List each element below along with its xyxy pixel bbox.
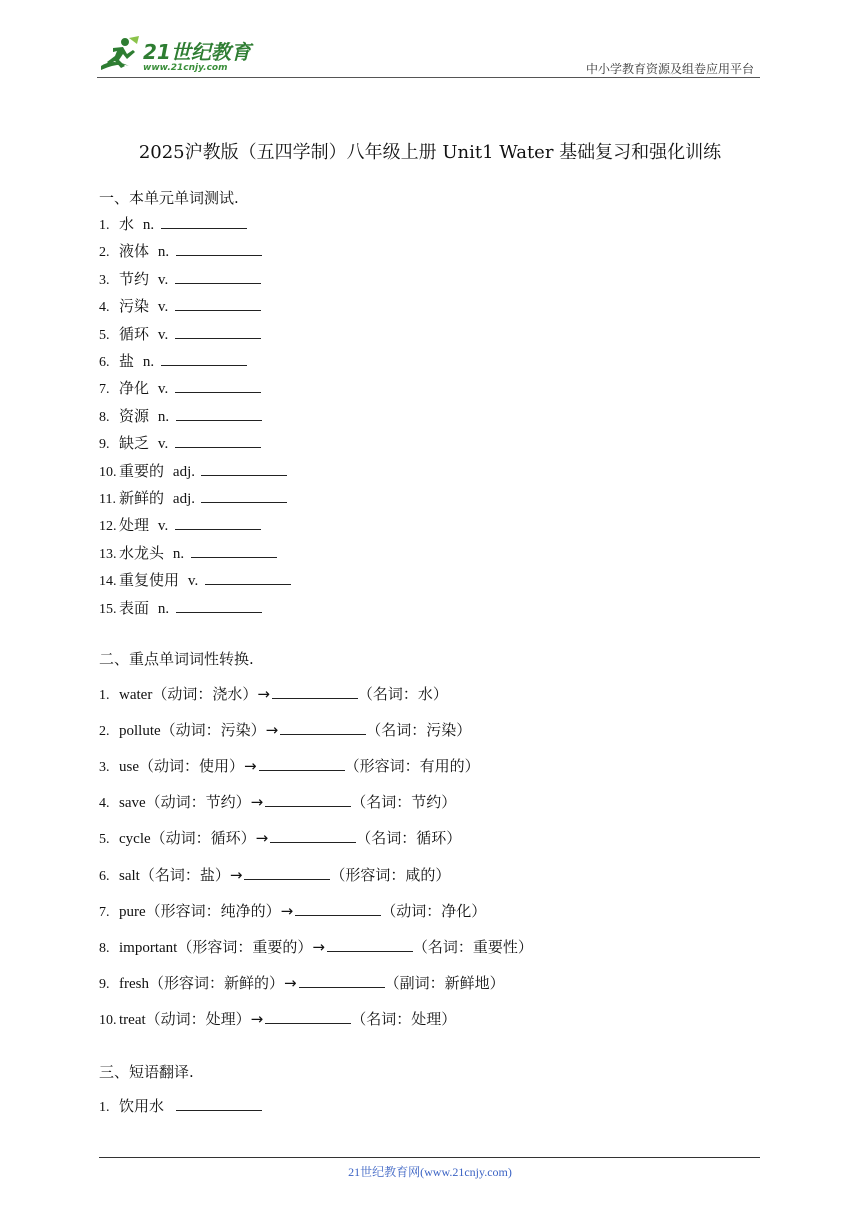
item-hint-to: （名词：重要性） [412, 937, 533, 956]
item-number: 3. [99, 760, 110, 776]
runner-logo-icon [99, 36, 141, 74]
item-number: 9. [99, 437, 110, 453]
item-chinese: 处理 [119, 516, 150, 535]
answer-blank[interactable] [259, 758, 345, 771]
item-number: 10. [99, 464, 117, 480]
answer-blank[interactable] [270, 830, 356, 843]
word-form-item [99, 866, 450, 886]
answer-blank[interactable] [161, 353, 247, 366]
item-hint-to: （名词：水） [357, 685, 448, 703]
item-number: 15. [99, 601, 117, 617]
page-header [97, 30, 760, 78]
answer-blank[interactable] [175, 271, 261, 284]
section-3-title: 三、短语翻译. [99, 1063, 194, 1081]
item-part-of-speech: n. [157, 600, 170, 617]
header-platform-text: 中小学教育资源及组卷应用平台 [585, 62, 754, 76]
item-hint-from: （动词：节约）→ [145, 793, 264, 812]
answer-blank[interactable] [175, 380, 261, 393]
word-test-item [99, 407, 262, 427]
word-test-item [99, 434, 261, 454]
item-number: 4. [99, 796, 110, 812]
item-hint-to: （名词：循环） [356, 829, 462, 848]
answer-blank[interactable] [175, 435, 261, 448]
item-chinese: 水龙头 [119, 543, 165, 562]
word-form-item [99, 793, 456, 813]
item-part-of-speech: n. [157, 408, 170, 425]
answer-blank[interactable] [205, 572, 291, 585]
item-part-of-speech: v. [157, 326, 169, 343]
item-number: 6. [99, 868, 110, 884]
word-test-item [99, 599, 262, 619]
word-form-item [99, 902, 486, 922]
item-part-of-speech: adj. [172, 491, 195, 507]
item-part-of-speech: v. [157, 518, 169, 535]
item-word: pure [119, 903, 146, 920]
item-word: treat [119, 1011, 146, 1028]
item-number: 1. [99, 218, 110, 233]
word-test-item [99, 270, 261, 290]
item-number: 11. [99, 492, 116, 507]
item-number: 9. [99, 976, 110, 992]
item-hint-from: （形容词：重要的）→ [177, 937, 325, 956]
item-word: important [119, 939, 178, 956]
item-chinese: 新鲜的 [119, 489, 165, 507]
answer-blank[interactable] [175, 298, 261, 311]
item-number: 5. [99, 832, 110, 848]
item-number: 7. [99, 382, 110, 398]
item-number: 12. [99, 519, 117, 535]
word-test-item [99, 462, 287, 482]
header-divider [97, 77, 760, 78]
item-number: 7. [99, 904, 110, 920]
answer-blank[interactable] [161, 216, 247, 229]
item-number: 5. [99, 327, 110, 343]
item-word: pollute [119, 723, 161, 740]
footer-divider [99, 1157, 760, 1158]
footer-text: 21世纪教育网(www.21cnjy.com) [348, 1165, 512, 1179]
answer-blank[interactable] [175, 517, 261, 530]
answer-blank[interactable] [272, 686, 358, 699]
answer-blank[interactable] [280, 722, 366, 735]
item-part-of-speech: n. [142, 354, 155, 370]
word-test-item [99, 325, 261, 345]
item-hint-from: （动词：污染）→ [160, 721, 279, 740]
item-word: salt [119, 867, 140, 884]
item-hint-from: （动词：浇水）→ [152, 685, 270, 703]
item-part-of-speech: n. [172, 545, 185, 562]
logo [97, 30, 267, 78]
item-chinese: 饮用水 [119, 1097, 165, 1115]
item-part-of-speech: n. [142, 217, 155, 233]
section-1-title: 一、本单元单词测试. [99, 189, 239, 207]
answer-blank[interactable] [176, 1098, 262, 1111]
item-hint-to: （名词：节约） [351, 793, 457, 812]
item-chinese: 污染 [119, 297, 150, 316]
item-number: 13. [99, 546, 117, 562]
item-chinese: 表面 [119, 598, 150, 617]
logo-url-text: www.21cnjy.com [143, 63, 228, 73]
item-chinese: 水 [119, 215, 135, 233]
item-word: save [119, 795, 146, 812]
item-chinese: 液体 [119, 242, 150, 261]
word-form-item [99, 1010, 456, 1030]
item-number: 6. [99, 355, 110, 370]
item-chinese: 缺乏 [119, 434, 150, 453]
item-word: use [119, 759, 139, 776]
word-test-item [99, 215, 247, 235]
item-number: 8. [99, 940, 110, 956]
word-test-item [99, 242, 262, 262]
answer-blank[interactable] [265, 794, 351, 807]
item-hint-from: （动词：使用）→ [139, 757, 257, 776]
item-number: 2. [99, 245, 110, 261]
item-part-of-speech: v. [187, 573, 199, 590]
item-number: 14. [99, 574, 117, 590]
item-part-of-speech: v. [157, 271, 169, 288]
item-number: 1. [99, 688, 110, 703]
answer-blank[interactable] [191, 545, 277, 558]
word-form-item [99, 685, 448, 705]
item-part-of-speech: adj. [172, 463, 195, 480]
word-test-item [99, 352, 247, 372]
item-number: 8. [99, 409, 110, 425]
item-hint-to: （形容词：咸的） [330, 865, 451, 884]
answer-blank[interactable] [176, 600, 262, 613]
answer-blank[interactable] [265, 1011, 351, 1024]
word-test-item [99, 489, 287, 509]
item-hint-to: （动词：净化） [381, 901, 487, 920]
item-word: cycle [119, 831, 151, 848]
item-hint-from: （动词：处理）→ [145, 1009, 264, 1028]
item-number: 4. [99, 300, 110, 316]
answer-blank[interactable] [175, 326, 261, 339]
item-hint-to: （名词：处理） [351, 1009, 457, 1028]
item-word: water [119, 687, 153, 703]
logo-brand-text: 21世纪教育 [143, 40, 251, 64]
item-part-of-speech: n. [157, 244, 170, 261]
item-hint-to: （名词：污染） [366, 721, 472, 740]
answer-blank[interactable] [244, 867, 330, 880]
word-test-item [99, 379, 261, 399]
item-number: 3. [99, 272, 110, 288]
section-2-title: 二、重点单词词性转换. [99, 650, 254, 668]
item-chinese: 盐 [119, 352, 135, 370]
phrase-item [99, 1097, 262, 1117]
word-test-item [99, 297, 261, 317]
answer-blank[interactable] [327, 939, 413, 952]
word-form-item [99, 938, 533, 958]
item-chinese: 重复使用 [119, 571, 180, 590]
item-chinese: 重要的 [119, 461, 165, 480]
item-hint-to: （形容词：有用的） [344, 757, 480, 776]
item-chinese: 节约 [119, 269, 150, 288]
item-hint-from: （名词：盐）→ [139, 865, 243, 884]
item-part-of-speech: v. [157, 299, 169, 316]
answer-blank[interactable] [176, 408, 262, 421]
item-hint-from: （形容词：纯净的）→ [145, 901, 294, 920]
word-form-item [99, 757, 480, 777]
item-chinese: 循环 [119, 324, 150, 343]
word-test-item [99, 516, 261, 536]
word-test-item [99, 544, 277, 564]
answer-blank[interactable] [176, 243, 262, 256]
item-number: 10. [99, 1012, 117, 1028]
item-part-of-speech: v. [157, 436, 169, 453]
word-form-item [99, 721, 471, 741]
item-word: fresh [119, 975, 149, 992]
word-test-item [99, 571, 291, 591]
item-number: 2. [99, 724, 110, 740]
answer-blank[interactable] [299, 975, 385, 988]
answer-blank[interactable] [295, 903, 381, 916]
item-chinese: 资源 [119, 406, 150, 425]
answer-blank[interactable] [201, 463, 287, 476]
word-form-item [99, 974, 505, 994]
item-chinese: 净化 [119, 379, 150, 398]
item-hint-from: （形容词：新鲜的）→ [149, 973, 297, 992]
item-number: 1. [99, 1100, 110, 1115]
item-part-of-speech: v. [157, 381, 169, 398]
item-hint-from: （动词：循环）→ [150, 829, 269, 848]
item-hint-to: （副词：新鲜地） [384, 973, 505, 992]
answer-blank[interactable] [201, 490, 287, 503]
word-form-item [99, 829, 461, 849]
page-title: 2025沪教版（五四学制）八年级上册 Unit1 Water 基础复习和强化训练 [138, 142, 722, 163]
